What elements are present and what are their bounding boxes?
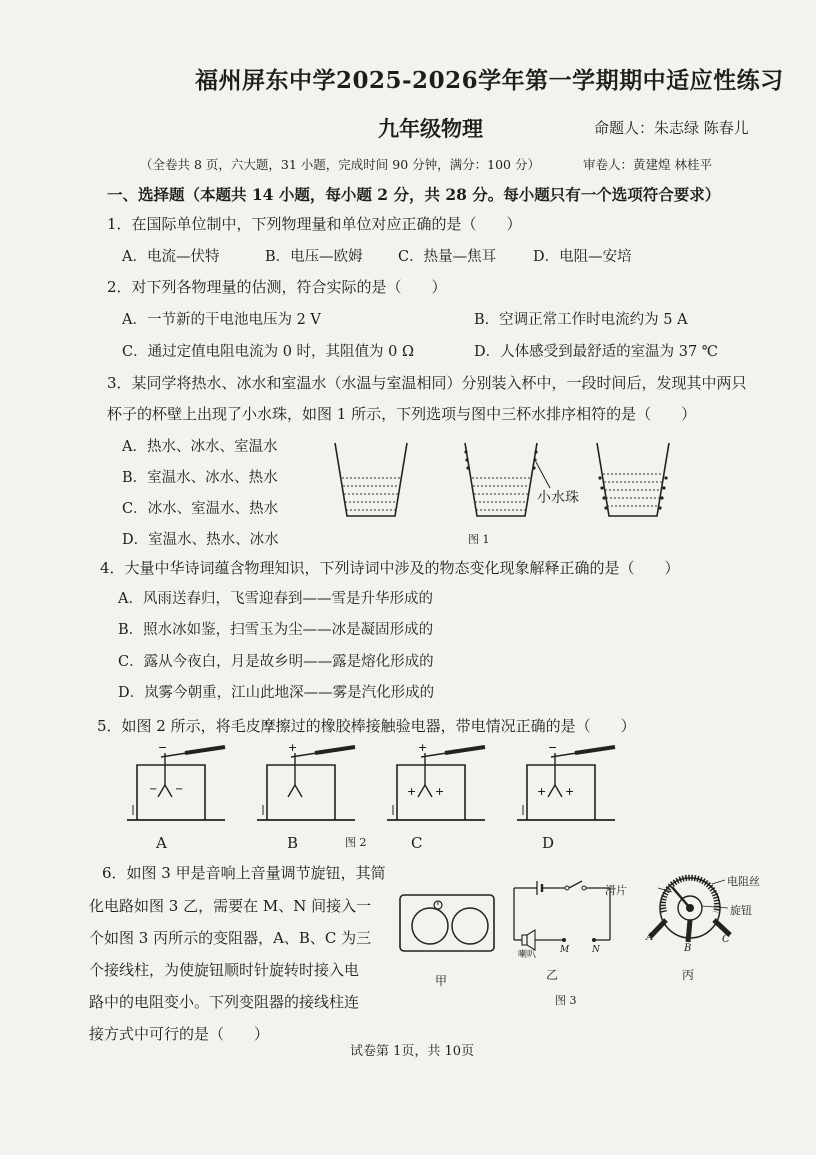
q1-stem: 1．在国际单位制中，下列物理量和单位对应正确的是（ ） [107, 215, 522, 233]
q3-option-b: B．室温水、冰水、热水 [122, 470, 278, 486]
q6-line-2: 化电路如图 3 乙，需要在 M、N 间接入一 [89, 897, 372, 915]
q6-line-6: 接方式中可行的是（ ） [89, 1025, 270, 1043]
droplet-label: 小水珠 [537, 490, 579, 506]
q6-line-5: 路中的电阻变小。下列变阻器的接线柱连 [89, 993, 360, 1011]
electroscope-d [515, 741, 625, 830]
leaf-sign-c-right: + [435, 785, 445, 798]
q4-option-d: D．岚雾今朝重，江山此地深——雾是汽化形成的 [118, 685, 435, 701]
rod-sign-d: − [548, 741, 558, 754]
rod-sign-a: − [158, 741, 168, 754]
speaker-label: 喇叭 [518, 950, 537, 960]
q1-option-c: C．热量—焦耳 [398, 249, 497, 265]
q4-option-a: A．风雨送春归，飞雪迎春到——雪是升华形成的 [118, 591, 433, 607]
electroscope-label-c: C [411, 834, 423, 852]
rod-sign-b: + [288, 741, 298, 754]
figure-3-sub-label-jia: 甲 [435, 974, 448, 988]
q6-line-3: 个如图 3 丙所示的变阻器，A、B、C 为三 [89, 929, 372, 947]
electroscope-label-a: A [156, 834, 167, 852]
section-heading: 一、选择题（本题共 14 小题，每小题 2 分，共 28 分。每小题只有一个选项符合要求） [107, 185, 721, 204]
electroscope-c [385, 741, 495, 830]
q6-line-4: 个接线柱，为使旋钮顺时针旋转时接入电 [89, 961, 360, 979]
knob-label: 旋钮 [730, 904, 752, 917]
q4-option-c: C．露从今夜白，月是故乡明——露是熔化形成的 [118, 654, 434, 670]
q1-option-d: D．电阻—安培 [533, 249, 632, 265]
q2-option-a: A．一节新的干电池电压为 2 V [122, 312, 321, 328]
terminal-b-label: B [684, 943, 692, 954]
figure-3-sub-label-bing: 丙 [682, 968, 695, 982]
q2-option-c: C．通过定值电阻电流为 0 时，其阻值为 0 Ω [122, 344, 415, 360]
q4-stem: 4．大量中华诗词蕴含物理知识，下列诗词中涉及的物态变化现象解释正确的是（ ） [100, 559, 680, 577]
figure-3-knob-panel [398, 893, 498, 955]
leaf-sign-d-right: + [565, 785, 575, 798]
q3-stem-line2: 杯子的杯壁上出现了小水珠，如图 1 所示，下列选项与图中三杯水排序相符的是（ ） [107, 405, 697, 423]
q2-option-b: B．空调正常工作时电流约为 5 A [474, 312, 688, 328]
rod-sign-c: + [418, 741, 428, 754]
electroscope-label-d: D [542, 834, 555, 852]
authors: 命题人：朱志绿 陈春儿 [594, 119, 749, 137]
slider-label: 滑片 [605, 884, 627, 897]
electroscope-label-b: B [287, 834, 299, 852]
leaf-sign-a-right: − [175, 784, 184, 795]
electroscope-b [255, 741, 365, 830]
page-footer: 试卷第 1页，共 10页 [350, 1044, 475, 1059]
terminal-m-label: M [560, 945, 570, 955]
q2-option-d: D．人体感受到最舒适的室温为 37 ℃ [474, 344, 719, 360]
terminal-c-label: C [722, 934, 730, 945]
q3-stem-line1: 3．某同学将热水、冰水和室温水（水温与室温相同）分别装入杯中，一段时间后，发现其中两只 [107, 374, 747, 392]
figure-2-label: 图 2 [345, 836, 367, 849]
q1-option-b: B．电压—欧姆 [265, 249, 363, 265]
figure-3-label: 图 3 [555, 994, 577, 1007]
exam-title: 福州屏东中学2025-2026学年第一学期期中适应性练习 [195, 67, 784, 94]
terminal-a-label: A [646, 932, 654, 943]
figure-3-sub-label-yi: 乙 [546, 968, 559, 982]
figure-1-label: 图 1 [468, 533, 490, 546]
leaf-sign-c-left: + [407, 785, 417, 798]
q6-line-1: 6．如图 3 甲是音响上音量调节旋钮，其简 [102, 864, 386, 882]
figure-3-circuit [510, 878, 620, 953]
q4-option-b: B．照水冰如鉴，扫雪玉为尘——冰是凝固形成的 [118, 622, 434, 638]
q1-option-a: A．电流—伏特 [122, 249, 220, 265]
reviewers: 审卷人：黄建煌 林桂平 [583, 157, 712, 172]
q3-option-d: D．室温水、热水、冰水 [122, 532, 279, 548]
q5-stem: 5．如图 2 所示，将毛皮摩擦过的橡胶棒接触验电器，带电情况正确的是（ ） [97, 717, 636, 735]
q3-option-c: C．冰水、室温水、热水 [122, 501, 279, 517]
resistance-wire-label: 电阻丝 [727, 875, 760, 888]
leaf-sign-d-left: + [537, 785, 547, 798]
q3-option-a: A．热水、冰水、室温水 [122, 439, 278, 455]
terminal-n-label: N [592, 945, 600, 955]
leaf-sign-a-left: − [149, 784, 158, 795]
subject-title: 九年级物理 [378, 116, 483, 141]
exam-info: （全卷共 8 页，六大题，31 小题，完成时间 90 分钟，满分：100 分） [140, 157, 540, 172]
electroscope-a [125, 741, 235, 830]
q2-stem: 2．对下列各物理量的估测，符合实际的是（ ） [107, 278, 447, 296]
figure-1-cups [325, 438, 685, 528]
